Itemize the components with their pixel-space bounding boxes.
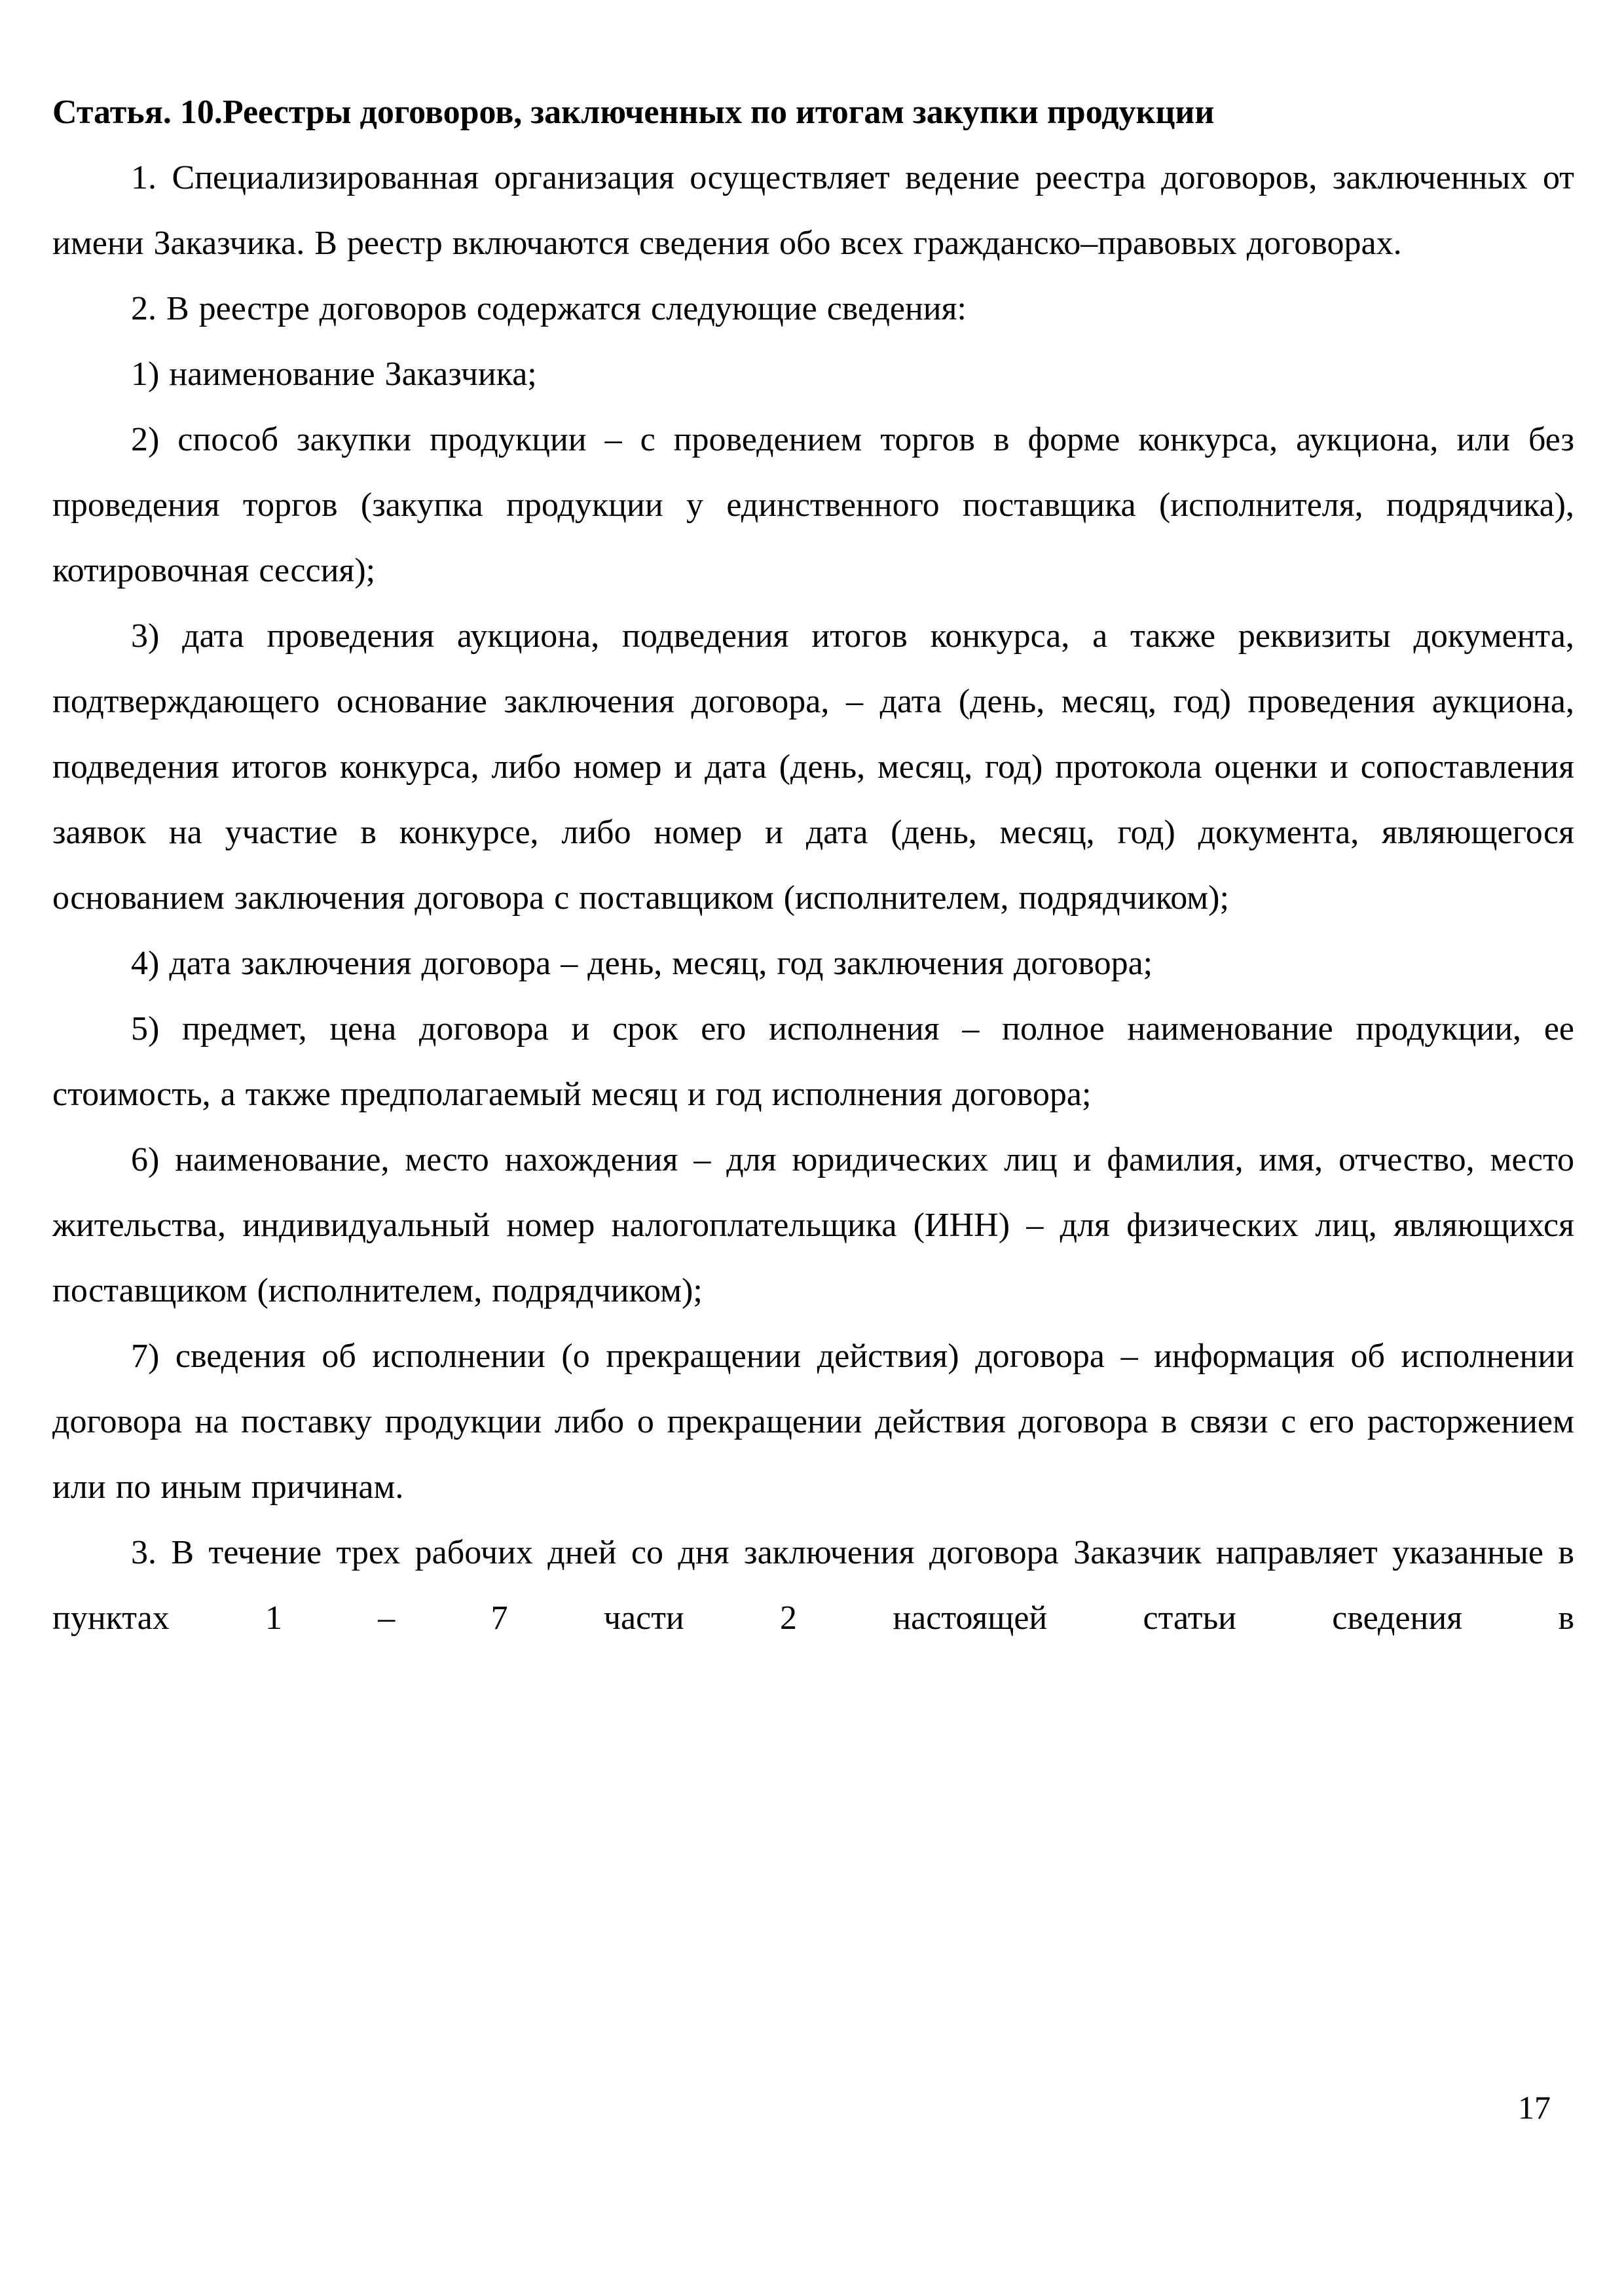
page-number: 17: [1518, 2089, 1551, 2126]
list-item: 3) дата проведения аукциона, подведения итогов конкурса, а также реквизиты документа, подтверждающего основание заключения договора, – дата (день, месяц, год) проведения аукциона, подведения итогов конкурса, либо номер и дата (день, месяц, год) протокола оценки и сопоставления заявок на участие в конкурсе, либо номер и дата (день, месяц, год) документа, являющегося основанием заключения договора с поставщиком (исполнителем, подрядчиком);: [52, 617, 1574, 917]
paragraph: 2. В реестре договоров содержатся следующие сведения:: [131, 290, 967, 327]
paragraph: 1. Специализированная организация осуществляет ведение реестра договоров, заключенных от имени Заказчика. В реестр включаются сведения обо всех гражданско–правовых договорах.: [52, 159, 1574, 262]
list-item: 1) наименование Заказчика;: [131, 355, 537, 393]
list-item: 7) сведения об исполнении (о прекращении действия) договора – информация об исполнении договора на поставку продукции либо о прекращении действия договора в связи с его расторжением или по иным причинам.: [52, 1338, 1574, 1506]
list-item: 4) дата заключения договора – день, месяц, год заключения договора;: [131, 945, 1153, 982]
list-item: 6) наименование, место нахождения – для юридических лиц и фамилия, имя, отчество, место жительства, индивидуальный номер налогоплательщика (ИНН) – для физических лиц, являющихся поставщиком (исполнителем, подрядчиком);: [52, 1141, 1574, 1309]
paragraph: 3. В течение трех рабочих дней со дня заключения договора Заказчик направляет указанные в пунктах 1 – 7 части 2 настоящей статьи сведения в: [52, 1534, 1574, 1637]
article-title: Статья. 10.Реестры договоров, заключенных по итогам закупки продукции: [52, 94, 1215, 131]
list-item: 2) способ закупки продукции – с проведением торгов в форме конкурса, аукциона, или без проведения торгов (закупка продукции у единственного поставщика (исполнителя, подрядчика), котировочная сессия);: [52, 421, 1574, 589]
list-item: 5) предмет, цена договора и срок его исполнения – полное наименование продукции, ее стоимость, а также предполагаемый месяц и год исполнения договора;: [52, 1010, 1574, 1113]
